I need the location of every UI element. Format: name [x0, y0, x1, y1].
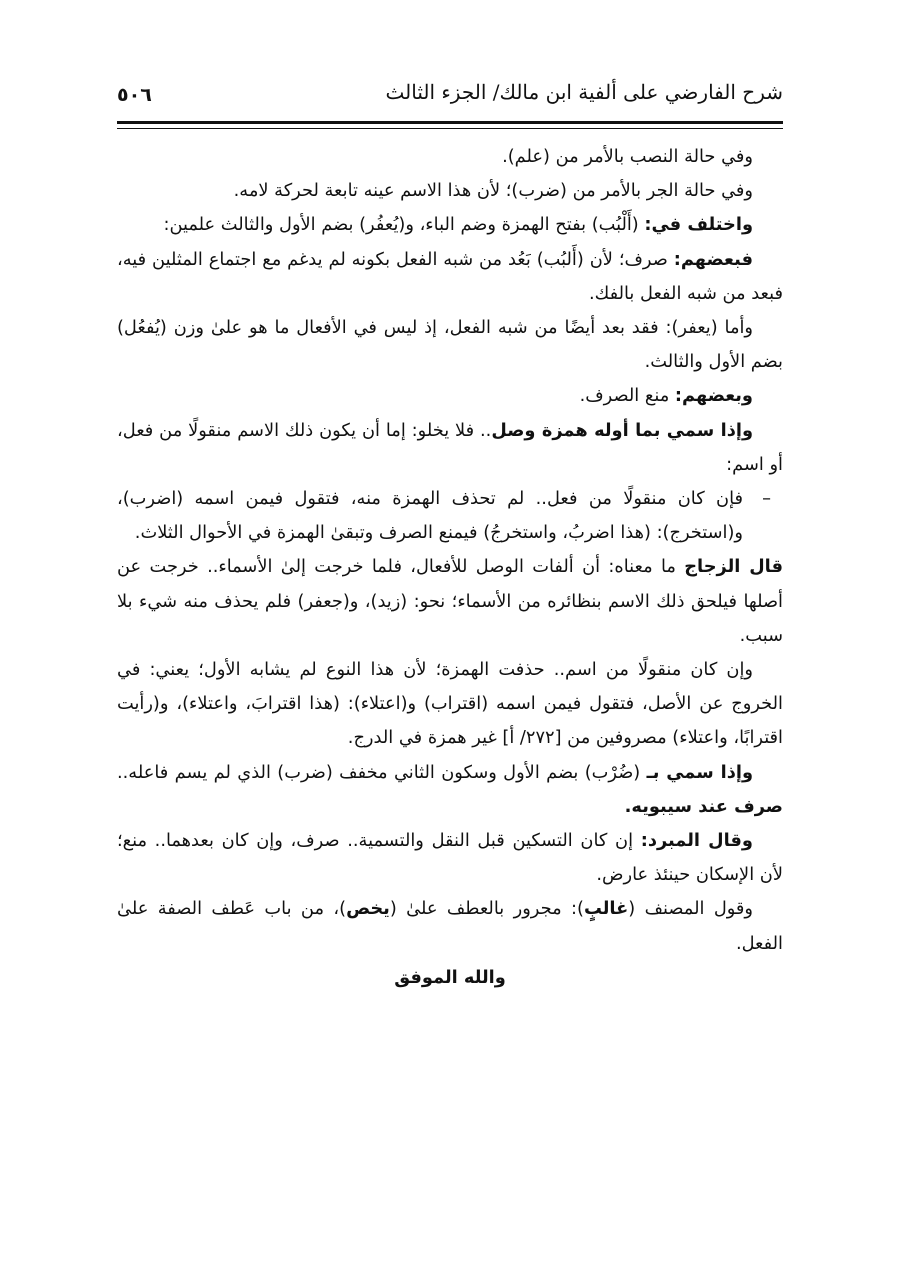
running-title: شرح الفارضي على ألفية ابن مالك/ الجزء الثالث: [385, 80, 783, 104]
paragraph: وقال المبرد: إن كان التسكين قبل النقل والتسمية.. صرف، وإن كان بعدهما.. منع؛ لأن الإسكان حينئذ عارض.: [117, 830, 783, 886]
paragraph: وقول المصنف (غالبٍ): مجرور بالعطف علىٰ (يخص)، من باب عَطف الصفة علىٰ الفعل.: [117, 898, 783, 954]
bold-lead: واختلف في:: [644, 214, 753, 236]
bold-term: يخص: [346, 898, 390, 920]
header-rule-thin: [117, 128, 783, 129]
bullet-dash: –: [762, 488, 771, 510]
paragraph: واختلف في: (أَلْبُب) بفتح الهمزة وضم الباء، و(يُعفُر) بضم الأول والثالث علمين:: [163, 214, 753, 236]
paragraph: وإن كان منقولًا من اسم.. حذفت الهمزة؛ لأن هذا النوع لم يشابه الأول؛ يعني: في الخروج عن الأصل، فتقول فيمن اسمه (اقتراب) و(اعتلاء): (هذا اقترابَ، واعتلاء)، و(رأيت اقترابًا، واعتلاء) مصروفين من [٢٧٢/ أ] غير همزة في الدرج.: [117, 659, 783, 749]
paragraph: فبعضهم: صرف؛ لأن (أَلبُب) بَعُد من شبه الفعل بكونه لم يدغم مع اجتماع المثلين فيه، فبعد من شبه الفعل بالفك.: [117, 248, 783, 304]
bold-lead: وقال المبرد:: [640, 830, 753, 852]
bold-term: غالبٍ: [583, 898, 629, 920]
paragraph: وأما (يعفر): فقد بعد أيضًا من شبه الفعل، إذ ليس في الأفعال ما هو علىٰ وزن (يُفعُل) بضم الأول والثالث.: [117, 317, 783, 373]
bullet-text: فإن كان منقولًا من فعل.. لم تحذف الهمزة منه، فتقول فيمن اسمه (اضرب)، و(استخرج): (هذا اضربُ، واستخرجُ) فيمنع الصرف وتبقىٰ الهمزة في الأحوال الثلاث.: [117, 488, 743, 544]
paragraph: وفي حالة النصب بالأمر من (علم).: [502, 146, 753, 167]
bold-tail: صرف عند سيبويه.: [624, 795, 783, 817]
bold-lead: فبعضهم:: [673, 248, 753, 270]
paragraph: وبعضهم: منع الصرف.: [579, 385, 753, 407]
bold-lead: وبعضهم:: [674, 385, 753, 407]
paragraph: قال الزجاج ما معناه: أن ألفات الوصل للأفعال، فلما خرجت إلىٰ الأسماء.. خرجت عن أصلها فيلحق ذلك الاسم بنظائره من الأسماء؛ نحو: (زيد)، و(جعفر) فلم يحذف منه شيء بلا سبب.: [117, 556, 783, 646]
body-text: [117, 140, 783, 995]
closing-phrase: والله الموفق: [394, 966, 506, 988]
bold-lead: وإذا سمي بـ: [646, 761, 753, 783]
page-header: [117, 70, 783, 120]
bold-lead: قال الزجاج: [684, 556, 783, 578]
header-rule-thick: [117, 121, 783, 124]
paragraph: وإذا سمي بما أوله همزة وصل.. فلا يخلو: إما أن يكون ذلك الاسم منقولًا من فعل، أو اسم:: [117, 419, 783, 475]
paragraph: وفي حالة الجر بالأمر من (ضرب)؛ لأن هذا الاسم عينه تابعة لحركة لامه.: [233, 180, 753, 202]
bold-lead: وإذا سمي بما أوله همزة وصل: [491, 419, 753, 441]
paragraph: وإذا سمي بـ (ضُرْب) بضم الأول وسكون الثاني مخفف (ضرب) الذي لم يسم فاعله.. صرف عند سيبويه.: [117, 761, 783, 817]
page-number: ٥٠٦: [117, 84, 152, 106]
bullet-item: [117, 482, 783, 550]
